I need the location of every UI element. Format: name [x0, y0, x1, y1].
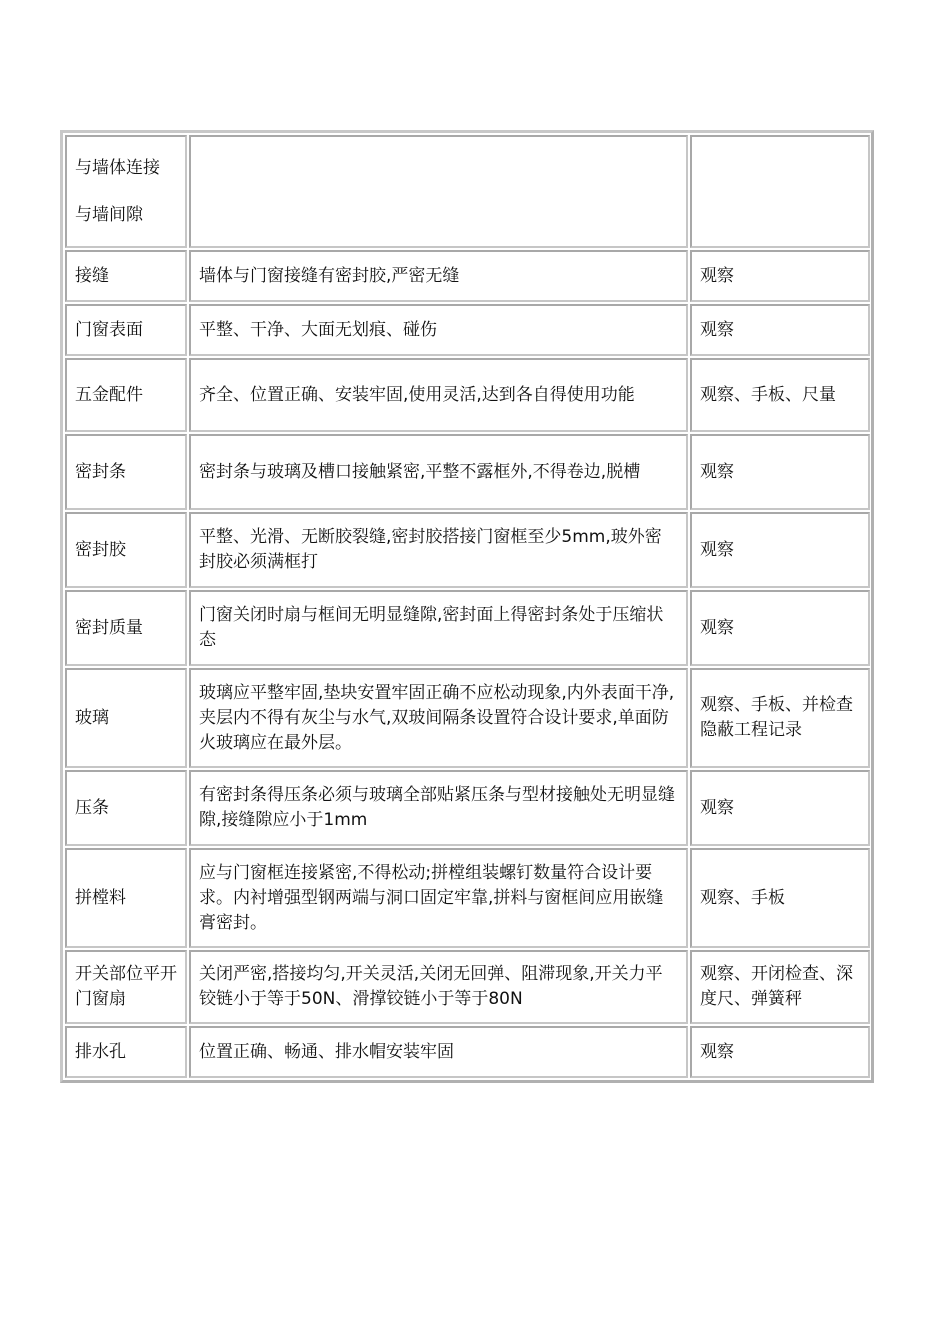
- table-row: [65, 770, 870, 846]
- inspection-table-grid: [63, 133, 872, 1080]
- item-cell: 开关部位平开门窗扇: [65, 950, 187, 1024]
- item-cell: [65, 135, 187, 248]
- method-cell: 观察、手板、尺量: [690, 358, 870, 432]
- table-row: [65, 848, 870, 948]
- inspection-table: [60, 130, 874, 1083]
- table-row: [65, 668, 870, 768]
- requirement-cell: 齐全、位置正确、安装牢固,使用灵活,达到各自得使用功能: [189, 358, 688, 432]
- item-cell: 接缝: [65, 250, 187, 302]
- requirement-cell: 平整、干净、大面无划痕、碰伤: [189, 304, 688, 356]
- table-row: [65, 590, 870, 666]
- method-cell: 观察: [690, 1026, 870, 1078]
- item-cell: 密封质量: [65, 590, 187, 666]
- table-row: [65, 950, 870, 1024]
- item-cell: 门窗表面: [65, 304, 187, 356]
- item-cell: 玻璃: [65, 668, 187, 768]
- method-cell: 观察: [690, 434, 870, 510]
- item-cell-lines: [75, 145, 177, 239]
- method-cell: 观察、开闭检查、深度尺、弹簧秤: [690, 950, 870, 1024]
- item-cell: 密封胶: [65, 512, 187, 588]
- requirement-cell: 玻璃应平整牢固,垫块安置牢固正确不应松动现象,内外表面干净,夹层内不得有灰尘与水气,双玻间隔条设置符合设计要求,单面防火玻璃应在最外层。: [189, 668, 688, 768]
- item-line: 与墙间隙: [75, 204, 143, 225]
- requirement-cell: 有密封条得压条必须与玻璃全部贴紧压条与型材接触处无明显缝隙,接缝隙应小于1mm: [189, 770, 688, 846]
- method-cell: 观察: [690, 304, 870, 356]
- item-cell: 拼樘料: [65, 848, 187, 948]
- table-row: [65, 434, 870, 510]
- requirement-cell: [189, 135, 688, 248]
- table-row: [65, 358, 870, 432]
- item-cell: 压条: [65, 770, 187, 846]
- method-cell: 观察: [690, 590, 870, 666]
- requirement-cell: 关闭严密,搭接均匀,开关灵活,关闭无回弹、阻滞现象,开关力平铰链小于等于50N、滑撑铰链小于等于80N: [189, 950, 688, 1024]
- method-cell: 观察: [690, 770, 870, 846]
- method-cell: 观察: [690, 250, 870, 302]
- item-cell: 密封条: [65, 434, 187, 510]
- table-row: [65, 304, 870, 356]
- requirement-cell: 墙体与门窗接缝有密封胶,严密无缝: [189, 250, 688, 302]
- item-cell: 排水孔: [65, 1026, 187, 1078]
- inspection-table-body: [65, 135, 870, 1078]
- requirement-cell: 平整、光滑、无断胶裂缝,密封胶搭接门窗框至少5mm,玻外密封胶必须满框打: [189, 512, 688, 588]
- requirement-cell: 位置正确、畅通、排水帽安装牢固: [189, 1026, 688, 1078]
- table-row: [65, 250, 870, 302]
- method-cell: 观察: [690, 512, 870, 588]
- requirement-cell: 门窗关闭时扇与框间无明显缝隙,密封面上得密封条处于压缩状态: [189, 590, 688, 666]
- requirement-cell: 应与门窗框连接紧密,不得松动;拼樘组装螺钉数量符合设计要求。内衬增强型钢两端与洞口固定牢靠,拼料与窗框间应用嵌缝膏密封。: [189, 848, 688, 948]
- table-row: [65, 1026, 870, 1078]
- method-cell: [690, 135, 870, 248]
- requirement-cell: 密封条与玻璃及槽口接触紧密,平整不露框外,不得卷边,脱槽: [189, 434, 688, 510]
- item-line: 与墙体连接: [75, 157, 160, 178]
- table-row: [65, 512, 870, 588]
- method-cell: 观察、手板: [690, 848, 870, 948]
- method-cell: 观察、手板、并检查隐蔽工程记录: [690, 668, 870, 768]
- item-cell: 五金配件: [65, 358, 187, 432]
- table-row: [65, 135, 870, 248]
